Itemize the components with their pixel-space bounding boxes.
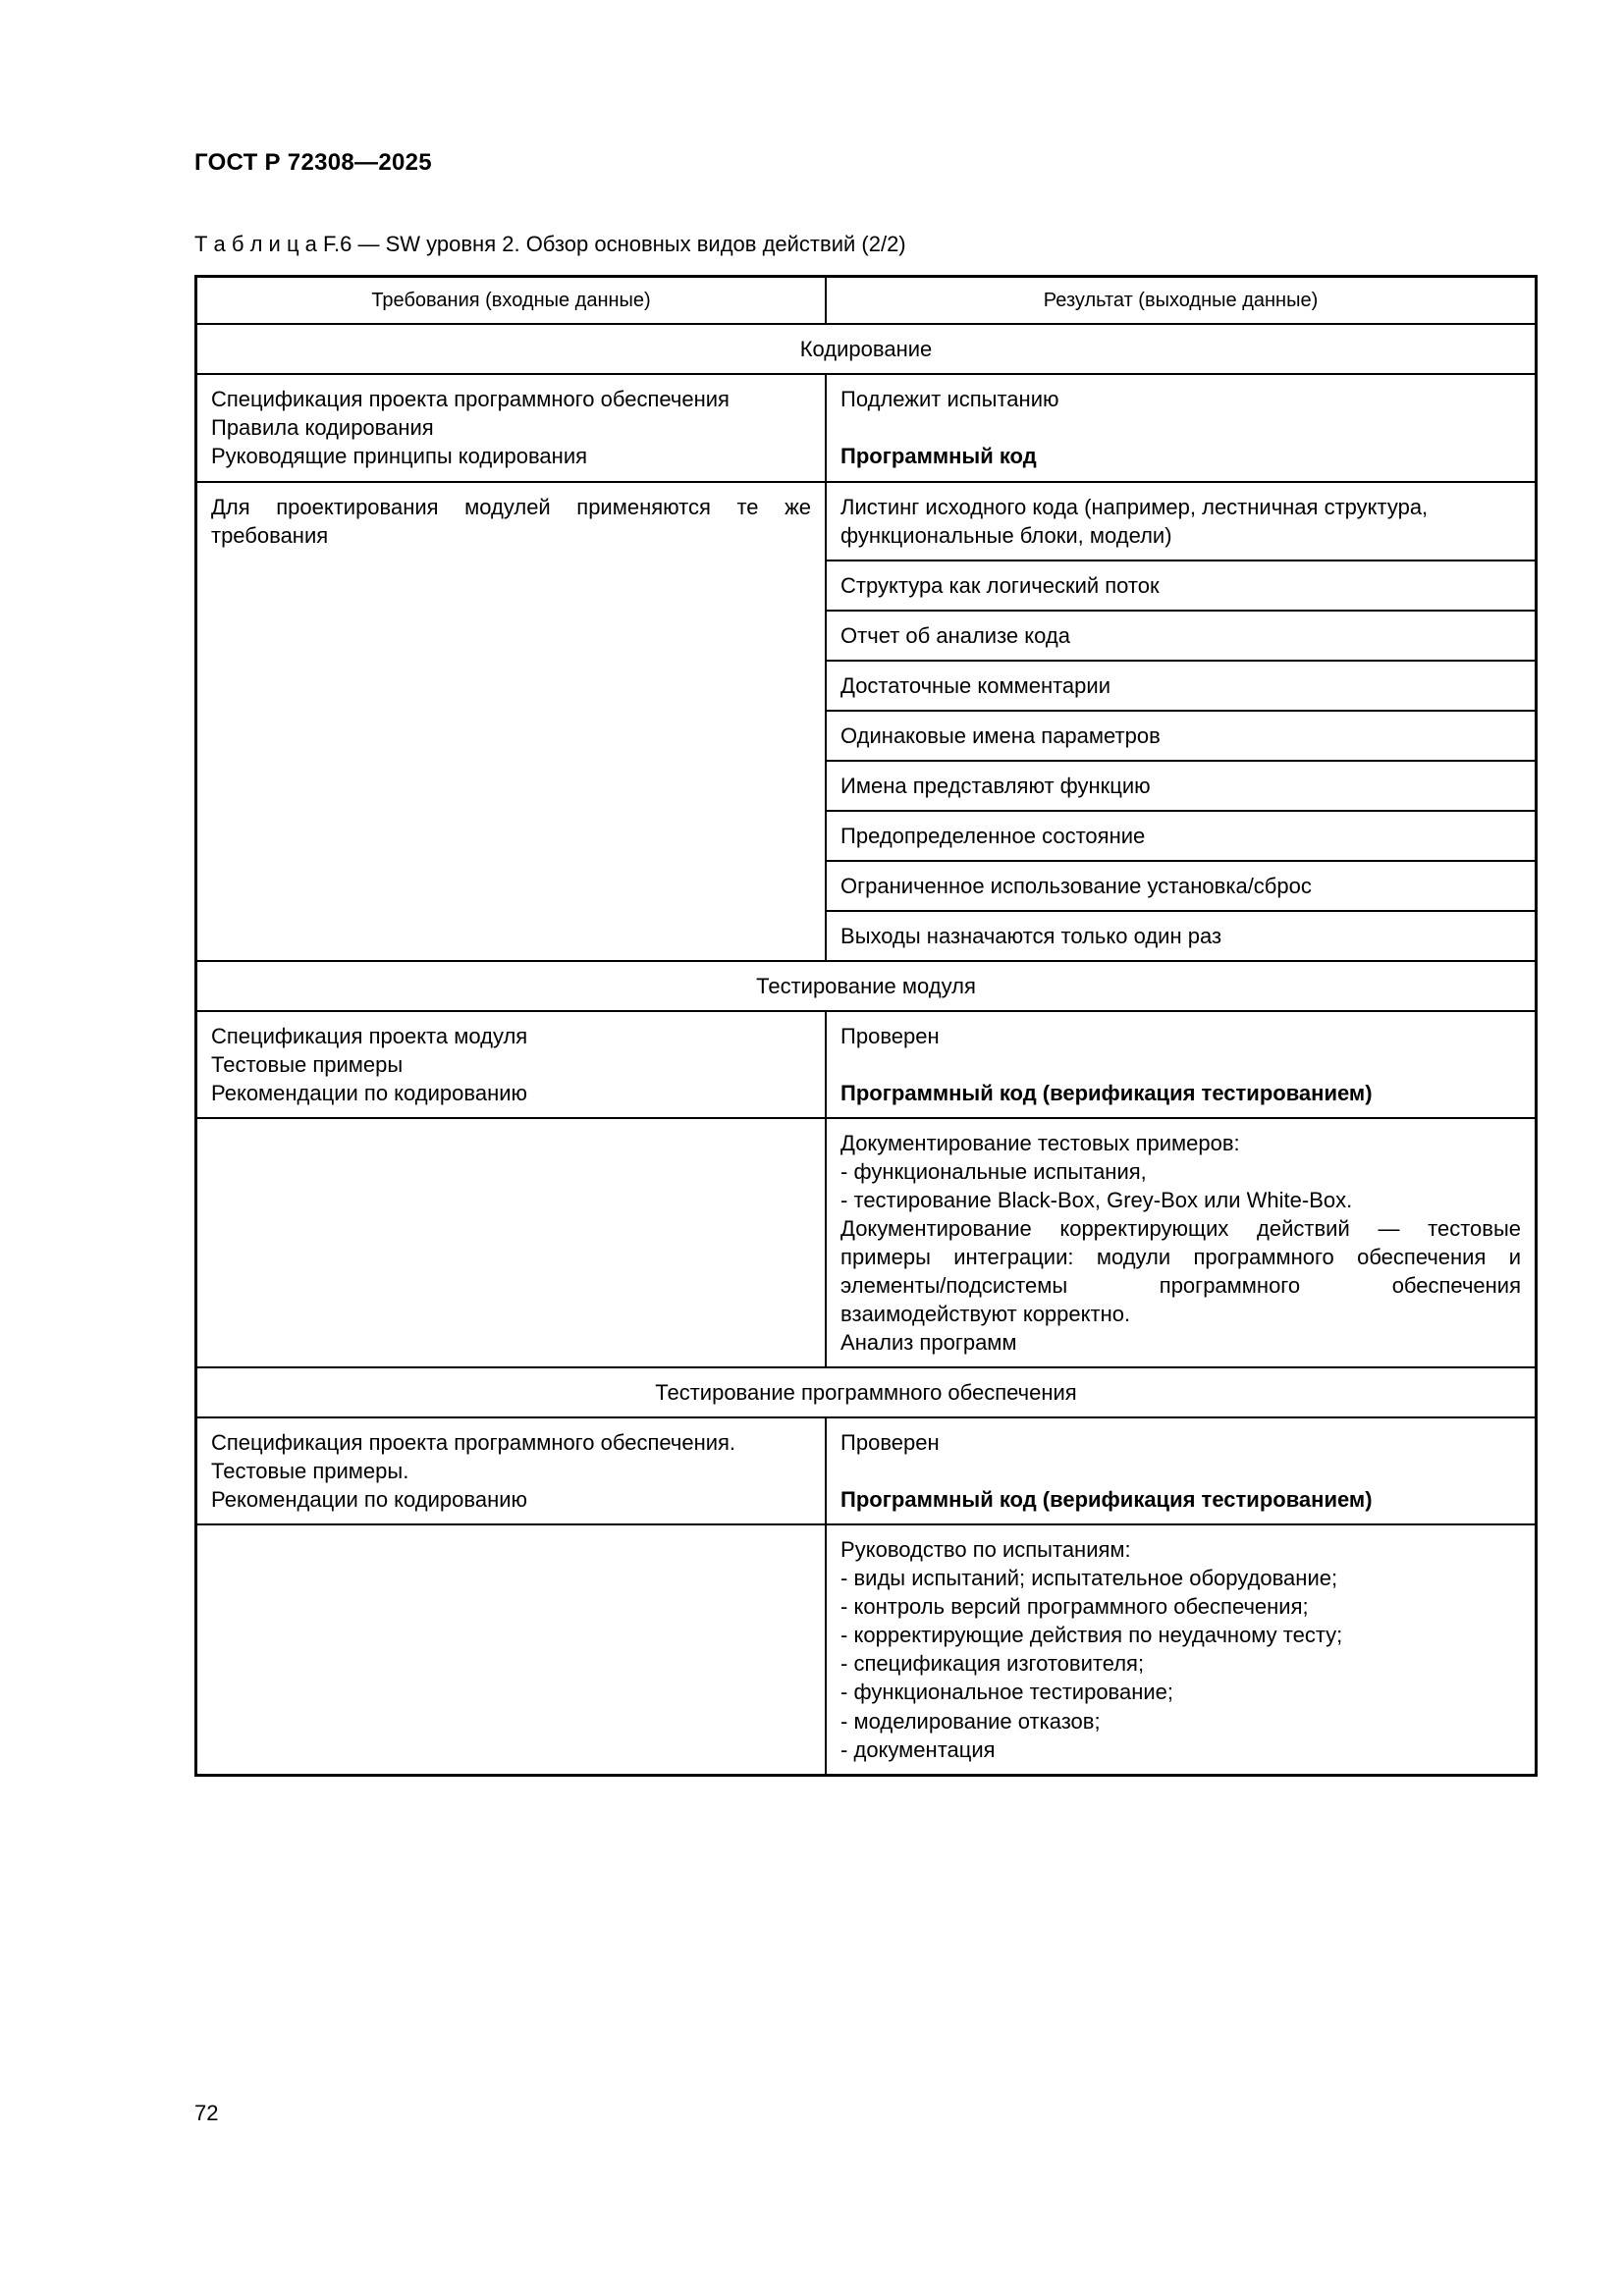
requirement-cell — [196, 374, 827, 481]
result-cell: Имена представляют функцию — [826, 761, 1536, 811]
table-caption: Т а б л и ц а F.6 — SW уровня 2. Обзор основных видов действий (2/2) — [194, 232, 906, 256]
result-cell: Одинаковые имена параметров — [826, 711, 1536, 761]
result-line: - функциональные испытания, — [840, 1158, 1147, 1184]
col-header-requirements: Требования (входные данные) — [196, 277, 827, 325]
doc-header: ГОСТ Р 72308—2025 — [194, 149, 432, 176]
requirement-line: Тестовые примеры — [211, 1051, 404, 1077]
result-line: Анализ программ — [840, 1330, 1017, 1356]
requirement-cell — [196, 1417, 827, 1524]
result-cell: Выходы назначаются только один раз — [826, 911, 1536, 961]
result-cell — [826, 1524, 1536, 1775]
result-line-bold: Программный код (верификация тестированием) — [840, 1487, 1373, 1513]
result-line-bold: Программный код (верификация тестированием) — [840, 1080, 1373, 1105]
requirement-line: Рекомендации по кодированию — [211, 1487, 528, 1513]
result-line: Проверен — [840, 1430, 940, 1456]
requirement-line: Тестовые примеры. — [211, 1459, 409, 1484]
table-row — [196, 1011, 1537, 1118]
result-line: - моделирование отказов; — [840, 1708, 1101, 1734]
section-row-coding — [196, 324, 1537, 374]
empty-cell — [196, 1118, 827, 1367]
requirement-cell — [196, 1011, 827, 1118]
requirement-line: Спецификация проекта программного обеспечения — [211, 387, 730, 412]
result-cell — [826, 1118, 1536, 1367]
result-paragraph: Документирование корректирующих действий — тестовые примеры интеграции: модули программного обеспечения и элементы/подсистемы программного обеспечения взаимодействуют корректно. — [840, 1216, 1521, 1327]
section-title-software-testing: Тестирование программного обеспечения — [196, 1367, 1537, 1417]
result-cell — [826, 1417, 1536, 1524]
requirement-line: Рекомендации по кодированию — [211, 1080, 528, 1105]
result-line: - тестирование Black-Box, Grey-Box или White-Box. — [840, 1188, 1353, 1213]
requirement-line: Спецификация проекта модуля — [211, 1023, 528, 1048]
result-line: Документирование тестовых примеров: — [840, 1130, 1240, 1155]
requirement-line: Спецификация проекта программного обеспечения. — [211, 1430, 736, 1456]
result-cell: Отчет об анализе кода — [826, 611, 1536, 661]
result-line: - виды испытаний; испытательное оборудование; — [840, 1566, 1338, 1591]
col-header-results: Результат (выходные данные) — [826, 277, 1536, 325]
table-row — [196, 374, 1537, 481]
table-row — [196, 1417, 1537, 1524]
result-line-bold: Программный код — [840, 444, 1037, 469]
blank-line — [840, 413, 1521, 442]
result-cell: Ограниченное использование установка/сброс — [826, 861, 1536, 911]
result-cell — [826, 374, 1536, 481]
table-row — [196, 1524, 1537, 1775]
blank-line — [840, 1050, 1521, 1079]
blank-line — [840, 1457, 1521, 1485]
result-line: Руководство по испытаниям: — [840, 1537, 1131, 1563]
result-line: - функциональное тестирование; — [840, 1680, 1174, 1705]
empty-cell — [196, 1524, 827, 1775]
section-title-coding: Кодирование — [196, 324, 1537, 374]
table-header-row — [196, 277, 1537, 325]
result-cell — [826, 1011, 1536, 1118]
main-table — [194, 275, 1538, 1777]
section-row-software-testing — [196, 1367, 1537, 1417]
result-cell: Достаточные комментарии — [826, 661, 1536, 711]
table-row — [196, 1118, 1537, 1367]
result-cell: Структура как логический поток — [826, 561, 1536, 611]
section-title-module-testing: Тестирование модуля — [196, 961, 1537, 1011]
result-cell: Предопределенное состояние — [826, 811, 1536, 861]
result-line: Проверен — [840, 1023, 940, 1048]
requirement-cell: Для проектирования модулей применяются те же требования — [196, 482, 827, 961]
section-row-module-testing — [196, 961, 1537, 1011]
result-line: - корректирующие действия по неудачному тесту; — [840, 1623, 1343, 1648]
requirement-line: Руководящие принципы кодирования — [211, 444, 588, 469]
result-line: - контроль версий программного обеспечения; — [840, 1594, 1309, 1620]
result-line: - спецификация изготовителя; — [840, 1651, 1145, 1677]
result-line: - документация — [840, 1736, 996, 1762]
table-row — [196, 482, 1537, 561]
requirement-line: Правила кодирования — [211, 415, 434, 441]
result-cell: Листинг исходного кода (например, лестничная структура, функциональные блоки, модели) — [826, 482, 1536, 561]
page-number: 72 — [194, 2101, 219, 2125]
result-line: Подлежит испытанию — [840, 387, 1059, 412]
